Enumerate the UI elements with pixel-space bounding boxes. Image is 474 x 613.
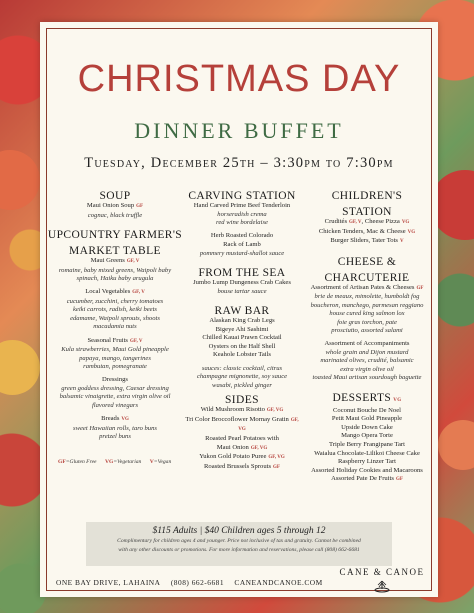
- menu-item: [46, 415, 184, 425]
- menu-item-description: rambutan, pomegranate: [83, 363, 147, 371]
- menu-item: [184, 463, 300, 473]
- section-heading: [302, 190, 432, 202]
- section-heading-text: STATION: [342, 206, 392, 218]
- menu-item: [184, 435, 300, 444]
- section-heading: [302, 272, 432, 284]
- menu-item-name: Dressings: [101, 376, 128, 384]
- menu-item: [302, 237, 432, 247]
- price-note: with any other discounts or promotions. For more information and reservations, please call (808) 662-6681: [118, 547, 360, 553]
- flower-decoration: [0, 340, 40, 395]
- section-heading: [184, 267, 300, 279]
- flower-decoration: [0, 150, 40, 210]
- menu-column-center: [184, 186, 300, 472]
- menu-item: [302, 475, 432, 485]
- section-heading-text: DESSERTS: [332, 391, 392, 404]
- menu-item-description: pommery mustard-shallot sauce: [199, 249, 285, 257]
- menu-item-name: Coconut Bouche De Noel: [333, 406, 401, 414]
- menu-item-name: Keahole Lobster Tails: [212, 351, 271, 359]
- menu-item: [46, 376, 184, 385]
- menu-column-right: [302, 186, 432, 485]
- menu-item-description: red wine bordelaise: [216, 219, 268, 226]
- menu-item: [184, 326, 300, 335]
- section-heading: [184, 394, 300, 406]
- dietary-legend: [58, 459, 178, 465]
- menu-item-name: Roasted Pearl Potatoes with: [205, 434, 279, 442]
- pricing-box: [86, 522, 392, 566]
- price-note: Complimentary for children ages 4 and younger. Price not inclusive of tax and gratuity. Cannot be combined: [117, 538, 361, 544]
- menu-item-name: Wild Mushroom Risotto: [200, 406, 265, 414]
- menu-item-name: Raspberry Linzer Tart: [337, 458, 396, 466]
- menu-item-description: papaya, mango, tangerines: [79, 354, 151, 362]
- menu-item: [302, 458, 432, 467]
- menu-item: [184, 241, 300, 250]
- legend-vegan: V=Vegan: [149, 459, 172, 465]
- menu-item-description: wasabi, pickled ginger: [212, 381, 272, 389]
- menu-item: [184, 202, 300, 211]
- footer-address: ONE BAY DRIVE, LAHAINA: [56, 578, 161, 587]
- dietary-tag: GF, V: [129, 338, 143, 344]
- section-heading: [46, 245, 184, 257]
- price-line: $115 Adults | $40 Children ages 5 through 12: [152, 526, 326, 536]
- section-heading-text: CHARCUTERIE: [324, 271, 410, 284]
- menu-item-name: Chilled Kauai Prawn Cocktail: [202, 334, 282, 342]
- menu-item: [46, 257, 184, 267]
- menu-item-name: Local Vegetables: [85, 288, 131, 296]
- menu-item-description: toasted Maui artisan sourdough baguette: [312, 374, 422, 382]
- dietary-tag: VG: [121, 417, 129, 423]
- section-heading: [46, 190, 184, 202]
- menu-item: [184, 453, 300, 463]
- dietary-tag: GF: [416, 285, 424, 291]
- menu-item: [302, 415, 432, 424]
- menu-item-name: Assorted Pate De Fruits: [331, 475, 394, 483]
- menu-item-description: prosciutto, assorted salami: [331, 327, 403, 334]
- footer-website[interactable]: CANEANDCANOE.COM: [234, 578, 323, 587]
- menu-item-name: Crudités: [324, 218, 348, 225]
- menu-item: [302, 407, 432, 416]
- menu-item-name: Assortment of Accompaniments: [324, 340, 410, 348]
- menu-item-description: bouse tartar sauce: [217, 287, 267, 295]
- menu-item: [184, 317, 300, 326]
- menu-item-name: Jumbo Lump Dungeness Crab Cakes: [193, 279, 291, 286]
- menu-item-description: spinach, Haiku baby arugula: [76, 275, 154, 282]
- menu-item-description: marinated olives, crudité, balsamic: [320, 357, 414, 365]
- footer-phone[interactable]: (808) 662-6681: [170, 578, 225, 587]
- menu-item-name: Maui Onion: [216, 443, 249, 451]
- menu-item-name: , Cheese Pizza: [361, 218, 400, 225]
- menu-card: [40, 22, 438, 597]
- dietary-tag: GF: [136, 204, 144, 209]
- menu-item: [302, 467, 432, 476]
- menu-item-description: whole grain and Dijon mustard: [325, 349, 409, 356]
- menu-item: [46, 202, 184, 212]
- menu-title: CHRISTMAS DAY: [77, 58, 401, 100]
- menu-item: [302, 340, 432, 349]
- menu-item-description: sauces: classic cocktail, citrus: [201, 364, 283, 372]
- menu-item-description: flavored vinegars: [91, 401, 139, 409]
- menu-item: [184, 444, 300, 454]
- section-heading-text: CARVING STATION: [188, 190, 296, 202]
- menu-item-name: Upside Down Cake: [341, 423, 393, 431]
- menu-column-left: [46, 186, 184, 442]
- dietary-tag: GF, VG: [266, 408, 284, 414]
- menu-item-description: sweet Hawaiian rolls, taro buns: [73, 424, 157, 432]
- section-heading-text: CHILDREN'S: [331, 190, 403, 202]
- menu-item-description: balsamic vinaigrette, extra virgin olive oil: [59, 393, 171, 401]
- section-heading-text: UPCOUNTRY FARMER'S: [47, 229, 183, 241]
- menu-item-name: Waialua Chocolate-Lilikoi Cheese Cake: [314, 449, 420, 457]
- event-dateline: Tuesday, December 25th – 3:30pm to 7:30pm: [84, 155, 394, 171]
- menu-item-name: Maui Onion Soup: [86, 202, 135, 209]
- section-heading-text: SIDES: [225, 394, 259, 407]
- menu-item: [46, 337, 184, 347]
- menu-item: [46, 288, 184, 298]
- canoe-emblem-icon: [374, 579, 390, 593]
- legend-gluten-free: GF=Gluten Free: [58, 459, 97, 465]
- menu-item-name: Roasted Brussels Sprouts: [204, 462, 272, 470]
- flower-decoration: [438, 420, 474, 470]
- legend-vegetarian: VG=Vegetarian: [104, 459, 142, 465]
- menu-item-description: romaine, baby mixed greens, Waipoli baby: [58, 266, 172, 274]
- menu-item-description: pretzel buns: [99, 433, 131, 441]
- menu-item: [184, 232, 300, 241]
- menu-item-name: Rack of Lamb: [223, 241, 261, 248]
- menu-item: [302, 432, 432, 441]
- menu-item-description: Kula strawberries, Maui Gold pineapple: [61, 346, 169, 354]
- menu-item-name: Breads: [101, 415, 120, 423]
- menu-item-name: Triple Berry Frangipane Tart: [329, 441, 405, 448]
- spacer: [46, 220, 184, 225]
- dietary-tag: GF, V: [132, 290, 145, 296]
- menu-item-name: Yukon Gold Potato Puree: [199, 453, 267, 461]
- menu-item-name: Chicken Tenders, Mac & Cheese: [318, 227, 406, 235]
- spacer: [184, 296, 300, 301]
- section-heading: [302, 256, 432, 268]
- menu-subtitle: DINNER BUFFET: [134, 118, 344, 143]
- menu-item: [184, 279, 300, 288]
- menu-item-name: Seasonal Fruits: [87, 336, 128, 344]
- section-heading-text: FROM THE SEA: [198, 267, 286, 279]
- dietary-tag: VG: [393, 397, 402, 403]
- menu-item-description: extra virgin olive oil: [340, 365, 394, 373]
- menu-item-description: brie de meaux, mimolette, humboldt fog: [314, 293, 420, 301]
- menu-item: [184, 334, 300, 343]
- dietary-tag: V: [399, 239, 404, 245]
- dietary-tag: GF, V: [349, 220, 362, 225]
- menu-item: [302, 228, 432, 238]
- menu-item-name: Assortment of Artisan Pates & Cheeses: [310, 283, 415, 291]
- spacer: [302, 247, 432, 252]
- menu-item-name: Assorted Holiday Cookies and Macaroons: [311, 466, 423, 474]
- section-heading: [184, 190, 300, 202]
- menu-item: [302, 424, 432, 433]
- section-heading-text: CHEESE &: [337, 255, 397, 268]
- menu-item-description: horseradish crema: [217, 210, 267, 218]
- menu-item-description: macadamia nuts: [93, 323, 137, 331]
- dietary-tag: VG: [401, 220, 410, 225]
- menu-item-name: Herb Roasted Colorado: [210, 232, 274, 240]
- menu-item-name: Alaskan King Crab Legs: [209, 317, 275, 324]
- menu-item: [184, 343, 300, 352]
- section-heading: [302, 206, 432, 218]
- menu-item: [184, 351, 300, 360]
- section-heading-text: SOUP: [99, 190, 131, 202]
- menu-item: [302, 284, 432, 294]
- menu-item-name: Mango Opera Torte: [341, 432, 393, 440]
- section-heading: [302, 392, 432, 407]
- section-heading-text: MARKET TABLE: [69, 245, 161, 257]
- menu-item-description: boucheron, manchego, parmesan reggiano: [310, 301, 424, 309]
- dietary-tag: GF, VG: [250, 445, 268, 451]
- dietary-tag: VG: [407, 229, 416, 235]
- menu-item-description: green goddess dressing, Caesar dressing: [61, 385, 169, 393]
- dietary-tag: GF, VG: [268, 455, 285, 461]
- menu-item: [302, 218, 432, 228]
- spacer: [184, 258, 300, 263]
- menu-item-description: cucumber, zucchini, cherry tomatoes: [66, 298, 164, 305]
- menu-item-name: Tri Color Broccoflower Mornay Gratin: [185, 415, 289, 423]
- menu-item-description: champagne mignonette, soy sauce: [196, 373, 288, 381]
- dietary-tag: GF: [273, 464, 280, 470]
- menu-item-description: foie gras torchon, pate: [337, 318, 397, 326]
- menu-item-description: house cured king salmon lox: [329, 310, 405, 318]
- footer-contact: [56, 578, 331, 587]
- menu-item: [302, 450, 432, 459]
- dietary-tag: GF, V: [126, 259, 140, 264]
- menu-item-name: Burger Sliders, Tater Tots: [330, 237, 398, 245]
- menu-item: [184, 406, 300, 416]
- menu-item-name: Petit Maui Gold Pineapple: [331, 415, 403, 423]
- spacer: [302, 383, 432, 388]
- menu-item-description: keiki carrots, radish, keiki beets: [73, 306, 157, 314]
- menu-item-name: Oysters on the Half Shell: [208, 342, 276, 350]
- menu-item-name: Maui Greens: [90, 257, 125, 264]
- dietary-tag: GF: [395, 477, 403, 483]
- menu-item-name: Bigeye Ahi Sashimi: [215, 325, 269, 333]
- menu-item: [184, 416, 300, 435]
- menu-item: [302, 441, 432, 450]
- section-heading: [184, 305, 300, 317]
- menu-item-name: Hand Carved Prime Beef Tenderloin: [193, 202, 291, 209]
- logo-text: CANE & CANOE: [339, 567, 425, 577]
- menu-item-description: cognac, black truffle: [87, 211, 143, 219]
- section-heading: [46, 229, 184, 241]
- menu-item-description: edamame, Waipoli sprouts, shoots: [70, 314, 160, 322]
- section-heading-text: RAW BAR: [214, 305, 270, 317]
- restaurant-logo: [336, 567, 428, 598]
- dietary-tag: GF, VG: [238, 417, 299, 433]
